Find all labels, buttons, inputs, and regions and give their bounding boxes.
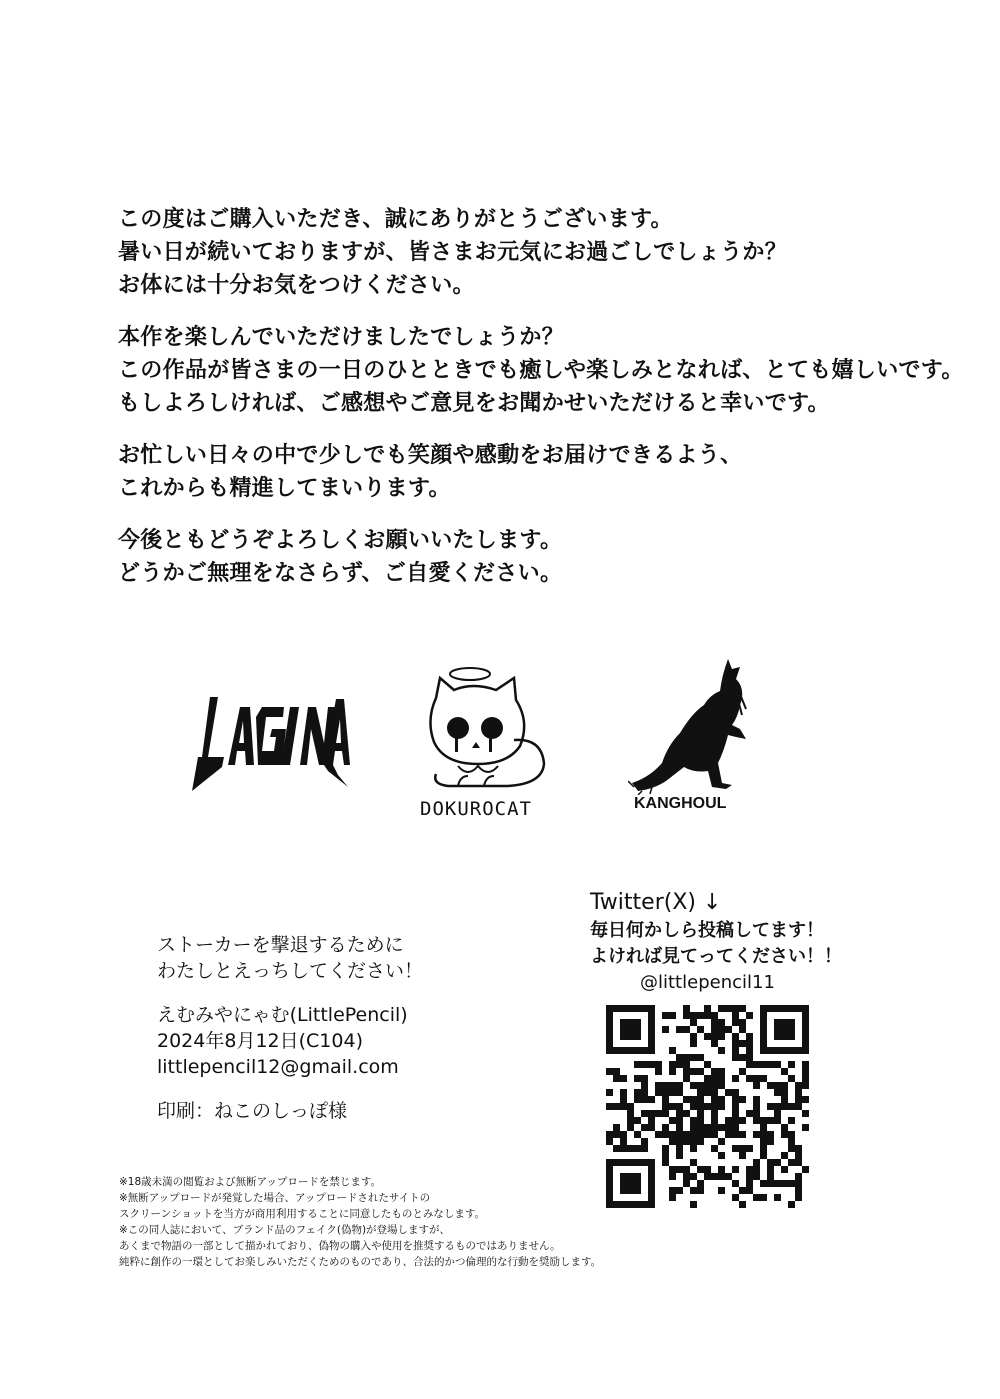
note-line: ※18歳未満の閲覧および無断アップロードを禁じます。 [119, 1176, 382, 1188]
afterword-message [118, 203, 978, 609]
contact-email: littlepencil12@gmail.com [157, 1056, 399, 1078]
dokurocat-logo-graphic [418, 660, 553, 795]
dokurocat-logo-text: DOKUROCAT [420, 798, 532, 820]
note-line: 純粋に創作の一環としてお楽しみいただくためのものであり、合法的かつ倫理的な行動を奨励します。 [119, 1256, 602, 1268]
slogan-line: わたしとえっちしてください！ [157, 960, 424, 982]
printer-credit: 印刷：ねこのしっぽ様 [157, 1100, 348, 1122]
publish-date: 2024年8月12日(C104) [157, 1030, 363, 1052]
message-line: 今後ともどうぞよろしくお願いいたします。 [118, 528, 563, 553]
slogan-line: ストーカーを撃退するために [157, 934, 404, 956]
twitter-line: よければ見てってください！！ [590, 946, 842, 967]
note-line: ※この同人誌において、ブランド品のフェイク(偽物)が登場しますが、 [119, 1224, 451, 1236]
message-paragraph-1 [118, 203, 978, 302]
message-line: この作品が皆さまの一日のひとときでも癒しや楽しみとなれば、とても嬉しいです。 [118, 358, 964, 383]
dokurocat-logo-icon [418, 660, 553, 820]
message-line: お忙しい日々の中で少しでも笑顔や感動をお届けできるよう、 [118, 443, 743, 468]
kanghoul-logo-graphic [628, 655, 763, 795]
kanghoul-logo-text: KANGHOUL [634, 795, 727, 812]
lagina-logo-icon [188, 695, 353, 795]
note-line: ※無断アップロードが発覚した場合、アップロードされたサイトの [119, 1192, 431, 1204]
twitter-line: 毎日何かしら投稿してます！ [590, 920, 824, 941]
note-line: スクリーンショットを当方が商用利用することに同意したものとみなします。 [119, 1208, 485, 1220]
message-line: お体には十分お気をつけください。 [118, 273, 475, 298]
message-line: 暑い日が続いておりますが、皆さまお元気にお過ごしでしょうか？ [118, 240, 788, 265]
message-line: これからも精進してまいります。 [118, 476, 451, 501]
twitter-handle[interactable]: @littlepencil11 [640, 972, 775, 993]
lagina-logo-graphic [188, 695, 353, 795]
circle-logos [0, 655, 1000, 825]
legal-notes [119, 1174, 819, 1270]
author-name: えむみやにゃむ(LittlePencil) [157, 1004, 408, 1026]
message-line: この度はご購入いただき、誠にありがとうございます。 [118, 207, 673, 232]
twitter-block [590, 888, 930, 996]
message-paragraph-4 [118, 524, 978, 590]
twitter-title: Twitter(X) ↓ [590, 890, 722, 915]
message-line: どうかご無理をなさらず、ご自愛ください。 [118, 561, 563, 586]
message-paragraph-2 [118, 321, 978, 420]
message-line: もしよろしければ、ご感想やご意見をお聞かせいただけると幸いです。 [118, 391, 830, 416]
colophon [157, 932, 577, 1124]
kanghoul-logo-icon [628, 655, 763, 812]
note-line: あくまで物語の一部として描かれており、偽物の購入や使用を推奨するものではありません。 [119, 1240, 561, 1252]
message-line: 本作を楽しんでいただけましたでしょうか？ [118, 325, 565, 350]
message-paragraph-3 [118, 439, 978, 505]
